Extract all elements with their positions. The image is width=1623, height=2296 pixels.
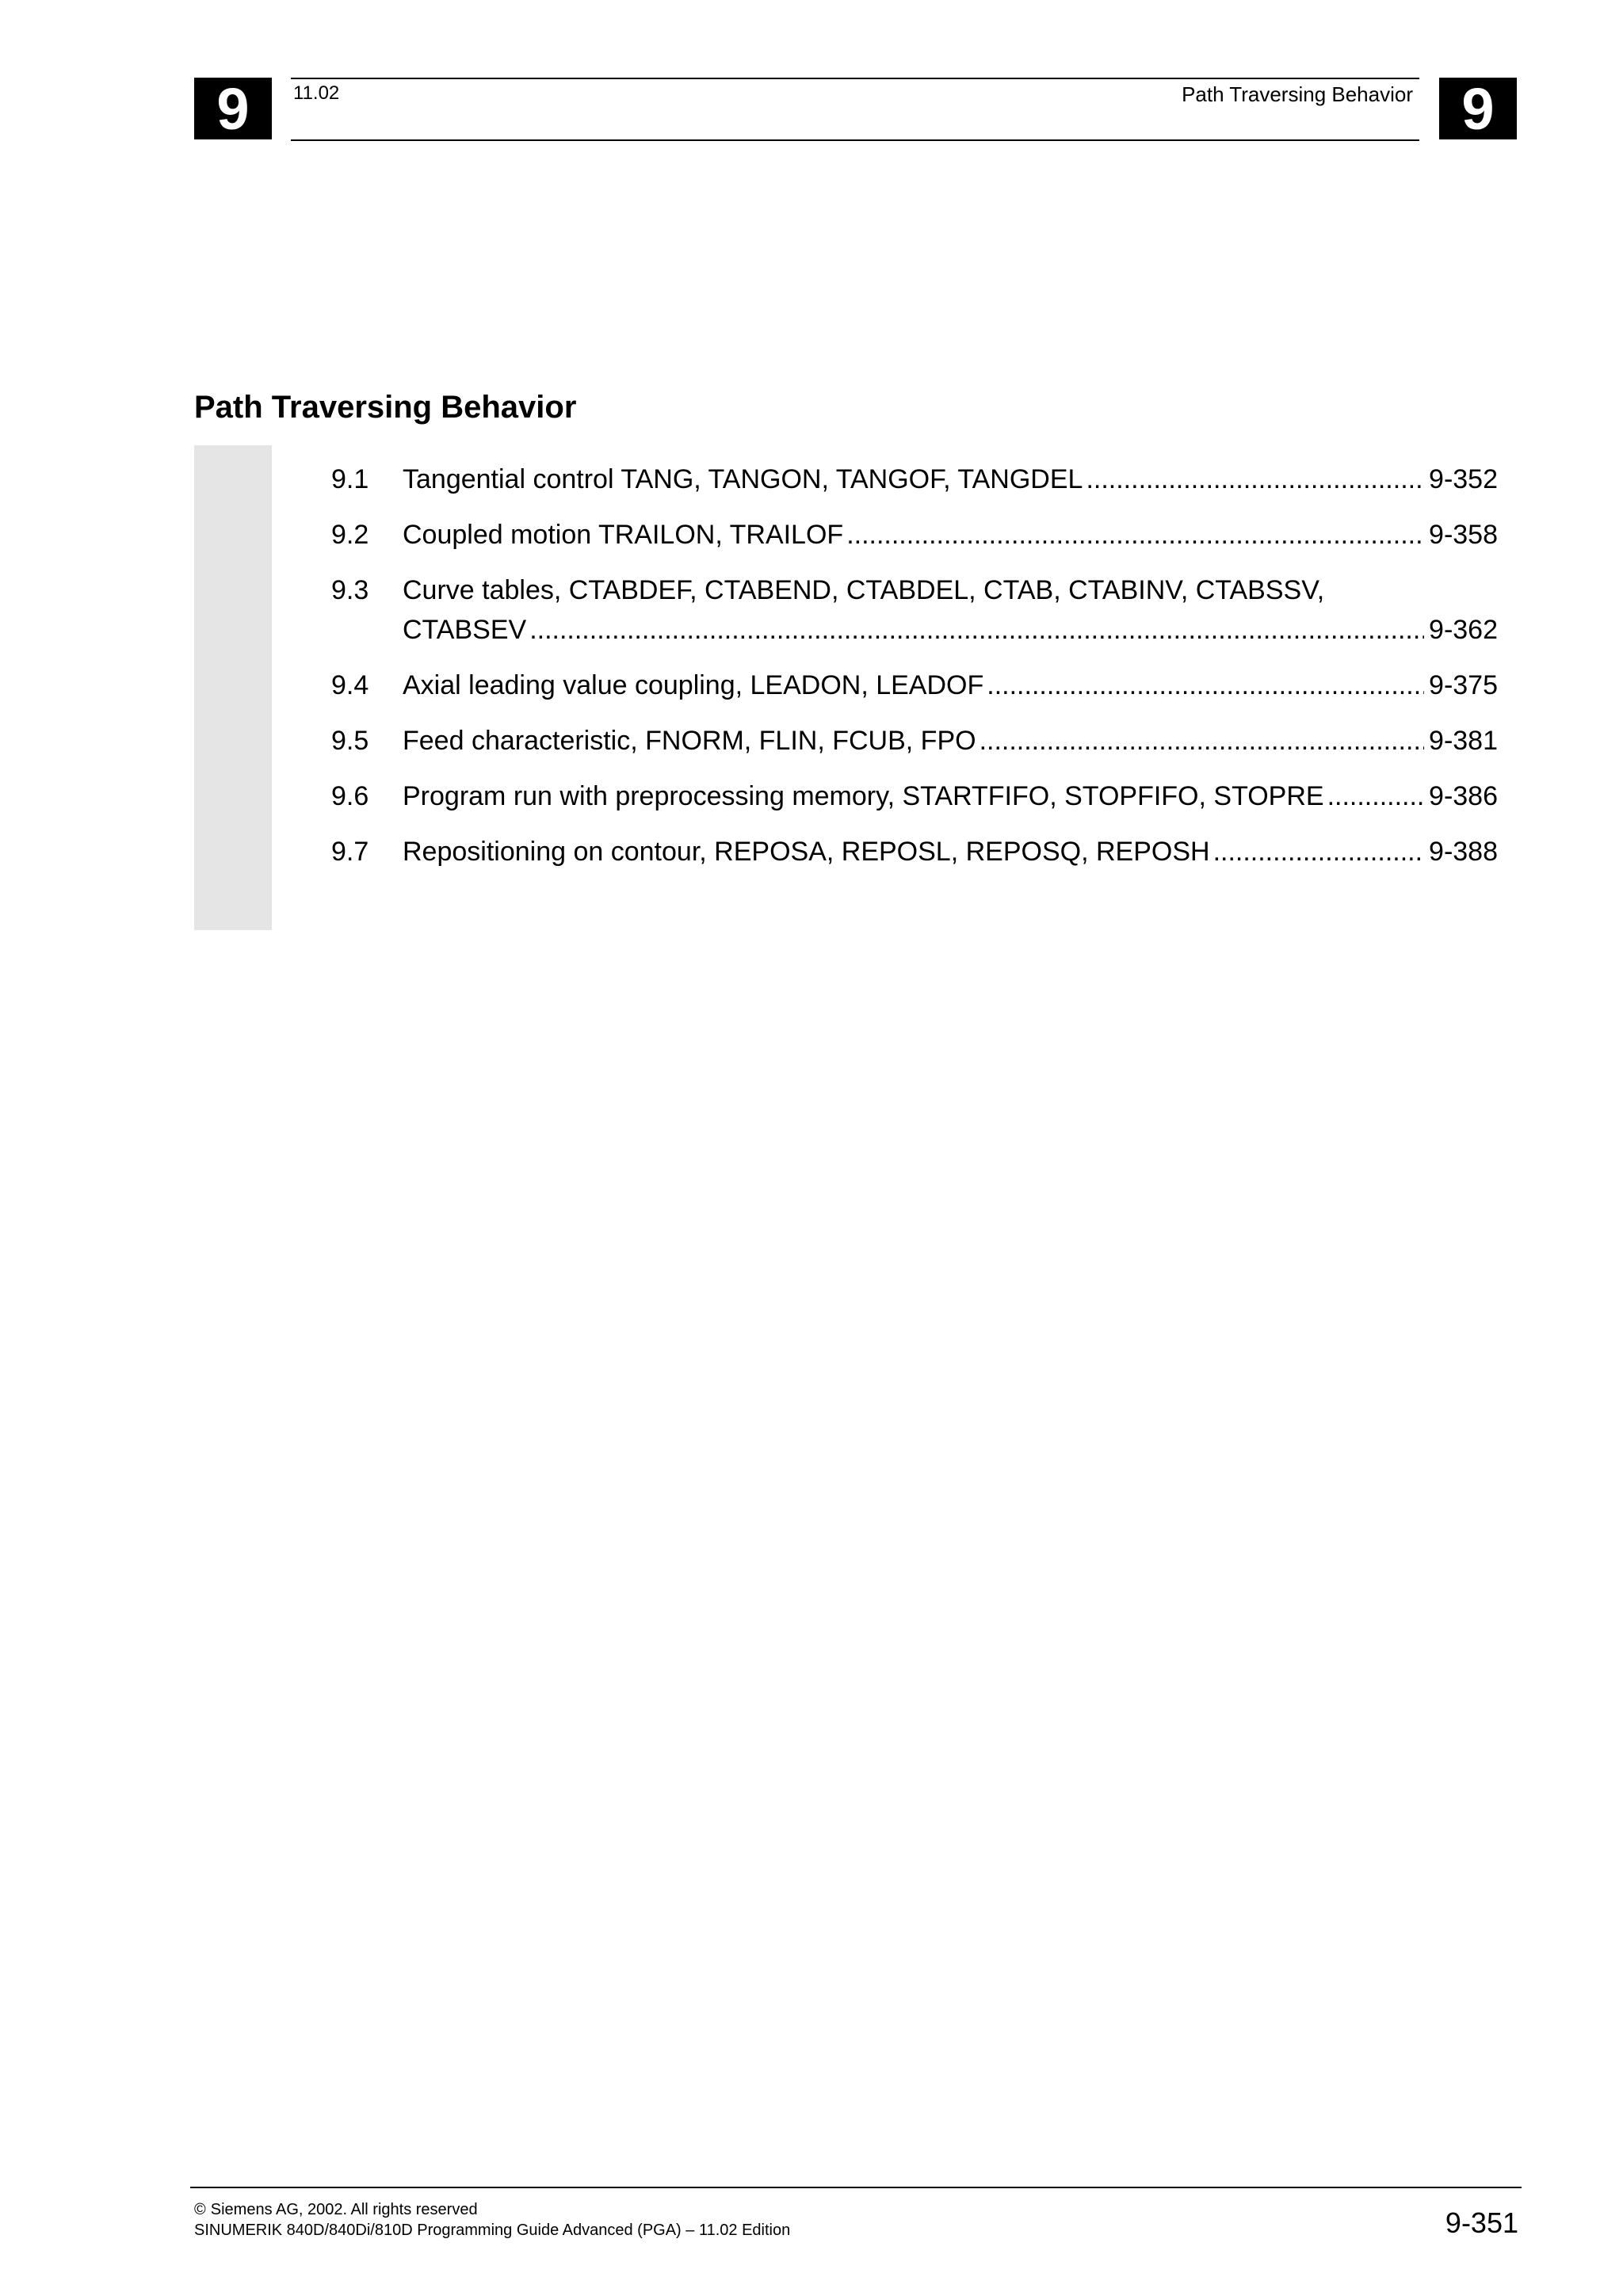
header-title: Path Traversing Behavior bbox=[1182, 82, 1413, 106]
header-rule-bottom bbox=[291, 139, 1419, 141]
footer-copyright bbox=[194, 2199, 478, 2220]
toc-dot-leader bbox=[846, 515, 1424, 555]
toc-entry-number: 9.3 bbox=[331, 575, 369, 605]
copyright-icon: © bbox=[194, 2201, 206, 2218]
toc-entry-page: 9-381 bbox=[1429, 726, 1498, 756]
chapter-heading: Path Traversing Behavior bbox=[194, 390, 577, 425]
header-date: 11.02 bbox=[293, 82, 340, 104]
toc-entry-number: 9.7 bbox=[331, 837, 369, 867]
toc-entry-number: 9.6 bbox=[331, 781, 369, 811]
toc-entry-9-5[interactable] bbox=[331, 721, 1498, 761]
toc-entry-9-6[interactable] bbox=[331, 776, 1498, 816]
toc-entry-page: 9-358 bbox=[1429, 520, 1498, 550]
toc-entry-9-2[interactable] bbox=[331, 515, 1498, 555]
toc-dot-leader bbox=[529, 610, 1424, 650]
toc-entry-title-line1: Curve tables, CTABDEF, CTABEND, CTABDEL, CTAB, CTABINV, CTABSSV, bbox=[403, 575, 1325, 605]
chapter-number-right: 9 bbox=[1439, 78, 1517, 139]
toc-entry-number: 9.2 bbox=[331, 520, 369, 550]
toc-entry-9-1[interactable] bbox=[331, 460, 1498, 499]
header-rule-top bbox=[291, 78, 1419, 79]
toc-entry-title: Program run with preprocessing memory, STARTFIFO, STOPFIFO, STOPRE bbox=[403, 781, 1324, 811]
toc-entry-title: Repositioning on contour, REPOSA, REPOSL, REPOSQ, REPOSH bbox=[403, 837, 1210, 867]
toc-entry-page: 9-386 bbox=[1429, 781, 1498, 811]
chapter-number-left: 9 bbox=[194, 78, 272, 139]
toc-dot-leader bbox=[1086, 460, 1424, 499]
footer-rule bbox=[190, 2187, 1522, 2188]
toc-entry-9-4[interactable] bbox=[331, 666, 1498, 705]
toc-entry-title: CTABSEV bbox=[403, 615, 527, 645]
toc-dot-leader bbox=[987, 666, 1424, 705]
toc-entry-page: 9-388 bbox=[1429, 837, 1498, 867]
toc-dot-leader bbox=[1213, 832, 1424, 871]
toc-entry-page: 9-362 bbox=[1429, 615, 1498, 645]
toc-entry-title: Tangential control TANG, TANGON, TANGOF, TANGDEL bbox=[403, 464, 1083, 494]
footer-page-number: 9-351 bbox=[1445, 2206, 1518, 2239]
footer-copyright-text: Siemens AG, 2002. All rights reserved bbox=[210, 2201, 478, 2218]
toc-entry-page: 9-375 bbox=[1429, 670, 1498, 700]
toc-entry-number: 9.1 bbox=[331, 464, 369, 494]
toc-entry-9-3[interactable] bbox=[331, 570, 1498, 650]
toc-dot-leader bbox=[1327, 776, 1424, 816]
table-of-contents bbox=[331, 460, 1498, 887]
toc-entry-title: Feed characteristic, FNORM, FLIN, FCUB, FPO bbox=[403, 726, 976, 756]
side-bar bbox=[194, 445, 272, 930]
toc-entry-title: Coupled motion TRAILON, TRAILOF bbox=[403, 520, 844, 550]
toc-entry-9-7[interactable] bbox=[331, 832, 1498, 871]
toc-entry-number: 9.4 bbox=[331, 670, 369, 700]
footer-manual-title: SINUMERIK 840D/840Di/810D Programming Guide Advanced (PGA) – 11.02 Edition bbox=[194, 2222, 791, 2239]
toc-dot-leader bbox=[980, 721, 1424, 761]
toc-entry-number: 9.5 bbox=[331, 726, 369, 756]
toc-entry-title: Axial leading value coupling, LEADON, LEADOF bbox=[403, 670, 984, 700]
toc-entry-page: 9-352 bbox=[1429, 464, 1498, 494]
